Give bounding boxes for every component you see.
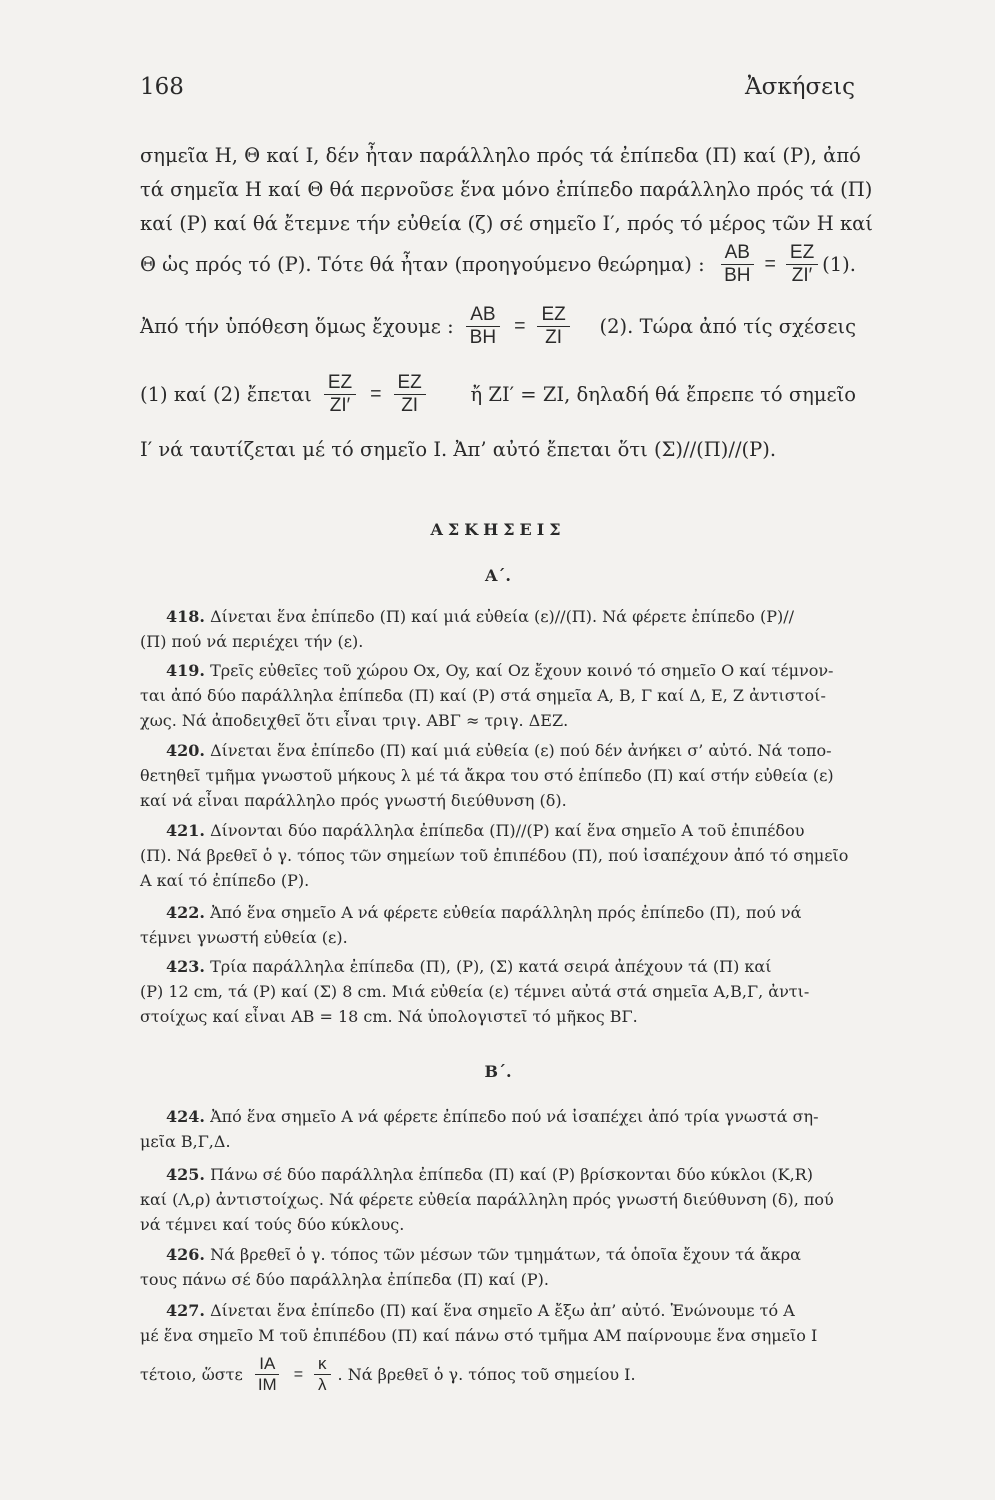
exercise-424: 424. Ἀπό ἕνα σημεῖο Α νά φέρετε ἐπίπεδο πού νά ἰσαπέχει ἀπό τρία γνωστά ση- μεῖα Β,Γ,Δ. bbox=[140, 1107, 819, 1151]
running-title: Ἀσκήσεις bbox=[745, 74, 855, 100]
exercise-425: 425. Πάνω σέ δύο παράλληλα ἐπίπεδα (Π) καί (Ρ) βρίσκονται δύο κύκλοι (Κ,R) καί (Λ,ρ) ἀντιστοίχως. Νά φέρετε εὐθεία παράλληλη πρός γνωστή διεύθυνση (δ), πού νά τέμνει καί τούς δύο κύκλους. bbox=[140, 1165, 834, 1234]
exercise-419: 419. Τρεῖς εὐθεῖες τοῦ χώρου Οx, Oy, καί Oz ἔχουν κοινό τό σημεῖο Ο καί τέμνον- ται ἀπό δύο παράλληλα ἐπίπεδα (Π) καί (Ρ) στά σημεῖα Α, Β, Γ καί Δ, Ε, Ζ ἀντιστοί- χως. Νά ἀποδειχθεῖ ὅτι εἶναι τριγ. ΑΒΓ ≈ τριγ. ΔΕΖ. bbox=[140, 661, 834, 730]
proof-line-equation-3: (1) καί (2) ἔπεται $\frac{EZ}{ZI'}$ = $\frac{EZ}{ZI}$ ἤ ΖΙ′ = ΖΙ, δηλαδή θά ἔπρεπε τό σημεῖο bbox=[140, 371, 856, 416]
exercise-421: 421. Δίνονται δύο παράλληλα ἐπίπεδα (Π)//(Ρ) καί ἕνα σημεῖο Α τοῦ ἐπιπέδου (Π). Νά βρεθεῖ ὁ γ. τόπος τῶν σημείων τοῦ ἐπιπέδου (Π), πού ἰσαπέχουν ἀπό τό σημεῖο Α καί τό ἐπίπεδο (Ρ). bbox=[140, 821, 849, 890]
fraction: $\frac{IA}{IM}$ bbox=[254, 1354, 281, 1395]
section-title: ΑΣΚΗΣΕΙΣ bbox=[430, 520, 566, 539]
fraction: $\frac{AB}{BH}$ bbox=[466, 304, 500, 349]
fraction: $\frac{EZ}{ZI}$ bbox=[394, 372, 426, 417]
part-b-heading: Β΄. bbox=[484, 1062, 512, 1081]
fraction: $\frac{AB}{BH}$ bbox=[720, 242, 754, 287]
fraction: $\frac{EZ}{ZI}$ bbox=[537, 304, 569, 349]
proof-line: τά σημεῖα Η καί Θ θά περνοῦσε ἕνα μόνο ἐπίπεδο παράλληλο πρός τά (Π) bbox=[140, 178, 873, 201]
fraction: $\frac{EZ}{ZI'}$ bbox=[786, 242, 818, 287]
proof-line: σημεῖα Η, Θ καί Ι, δέν ἦταν παράλληλο πρός τά ἐπίπεδα (Π) καί (Ρ), ἀπό bbox=[140, 144, 861, 167]
proof-line-equation-1: Θ ὡς πρός τό (Ρ). Τότε θά ἦταν (προηγούμενο θεώρημα) : $\frac{AB}{BH}$ = $\frac{EZ}{ZI'}$ (1). bbox=[140, 241, 856, 286]
proof-line-equation-2: Ἀπό τήν ὑπόθεση ὅμως ἔχουμε : $\frac{AB}{BH}$ = $\frac{EZ}{ZI}$ (2). Τώρα ἀπό τίς σχέσεις bbox=[140, 303, 856, 348]
proof-line: καί (Ρ) καί θά ἔτεμνε τήν εὐθεία (ζ) σέ σημεῖο Ι′, πρός τό μέρος τῶν Η καί bbox=[140, 212, 873, 235]
exercise-426: 426. Νά βρεθεῖ ὁ γ. τόπος τῶν μέσων τῶν τμημάτων, τά ὁποῖα ἔχουν τά ἄκρα τους πάνω σέ δύο παράλληλα ἐπίπεδα (Π) καί (Ρ). bbox=[140, 1245, 801, 1289]
proof-line: Ι′ νά ταυτίζεται μέ τό σημεῖο Ι. Ἀπ’ αὐτό ἔπεται ὅτι (Σ)//(Π)//(Ρ). bbox=[140, 438, 777, 461]
fraction: $\frac{\kappa}{\lambda}$ bbox=[314, 1354, 331, 1395]
exercise-423: 423. Τρία παράλληλα ἐπίπεδα (Π), (Ρ), (Σ) κατά σειρά ἀπέχουν τά (Π) καί (Ρ) 12 cm, τά (Ρ) καί (Σ) 8 cm. Μιά εὐθεία (ε) τέμνει αὐτά στά σημεῖα Α,Β,Γ, ἀντι- στοίχως καί εἶναι ΑΒ = 18 cm. Νά ὑπολογιστεῖ τό μῆκος ΒΓ. bbox=[140, 957, 810, 1026]
exercise-418: 418. Δίνεται ἕνα ἐπίπεδο (Π) καί μιά εὐθεία (ε)//(Π). Νά φέρετε ἐπίπεδο (Ρ)// (Π) πού νά περιέχει τήν (ε). bbox=[140, 607, 795, 651]
exercise-422: 422. Ἀπό ἕνα σημεῖο Α νά φέρετε εὐθεία παράλληλη πρός ἐπίπεδο (Π), πού νά τέμνει γνωστή εὐθεία (ε). bbox=[140, 903, 802, 947]
page-header bbox=[140, 74, 855, 108]
part-a-heading: Α΄. bbox=[485, 566, 511, 585]
fraction: $\frac{EZ}{ZI'}$ bbox=[324, 372, 356, 417]
exercise-420: 420. Δίνεται ἕνα ἐπίπεδο (Π) καί μιά εὐθεία (ε) πού δέν ἀνήκει σ’ αὐτό. Νά τοπο- θετηθεῖ τμῆμα γνωστοῦ μήκους λ μέ τά ἄκρα του στό ἐπίπεδο (Π) καί στήν εὐθεία (ε) καί νά εἶναι παράλληλο πρός γνωστή διεύθυνση (δ). bbox=[140, 741, 834, 810]
exercise-427: 427. Δίνεται ἕνα ἐπίπεδο (Π) καί ἕνα σημεῖο Α ἔξω ἀπ’ αὐτό. Ἑνώνουμε τό Α μέ ἕνα σημεῖο Μ τοῦ ἐπιπέδου (Π) καί πάνω στό τμῆμα ΑΜ παίρνουμε ἕνα σημεῖο Ι τέτοιο, ὥστε $\frac{IA}{IM}$ = $\frac{\kappa}{\lambda}$ . Νά βρεθεῖ ὁ γ. τόπος τοῦ σημείου Ι. bbox=[140, 1301, 818, 1394]
page-number: 168 bbox=[140, 74, 184, 100]
